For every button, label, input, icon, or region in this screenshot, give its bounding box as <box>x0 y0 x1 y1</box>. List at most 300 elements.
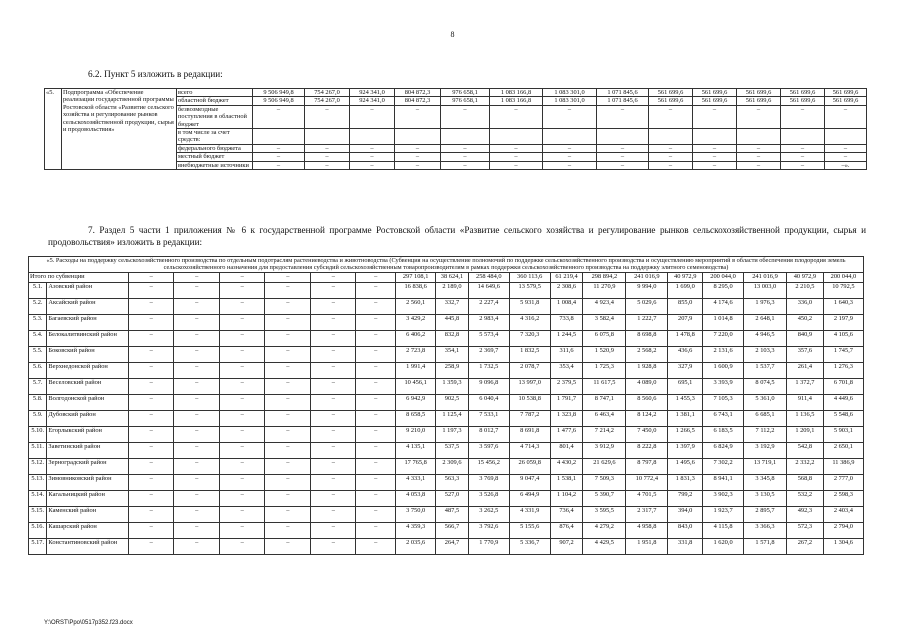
amount-value: 1 976,3 <box>744 298 787 314</box>
funding-value: – <box>350 144 395 152</box>
amount-value: 563,3 <box>436 474 469 490</box>
amount-value: 7 787,2 <box>509 410 550 426</box>
funding-value: – <box>350 153 395 161</box>
row-number: 5.9. <box>29 410 47 426</box>
funding-value: – <box>825 144 867 152</box>
amount-value: 3 262,5 <box>468 506 509 522</box>
funding-value: – <box>649 153 693 161</box>
amount-value: 6 494,9 <box>509 490 550 506</box>
empty-value: – <box>356 490 396 506</box>
amount-value: 527,0 <box>436 490 469 506</box>
empty-value: – <box>311 346 356 362</box>
amount-value: 8 222,8 <box>626 442 668 458</box>
amount-value: 13 003,0 <box>744 282 787 298</box>
amount-value: 6 406,2 <box>396 330 436 346</box>
row-number: 5.8. <box>29 394 47 410</box>
empty-value: – <box>129 362 174 378</box>
amount-value: 6 824,9 <box>703 442 744 458</box>
district-name: Зимовниковский район <box>47 474 129 490</box>
amount-value: 5 903,1 <box>823 426 863 442</box>
amount-value: 267,2 <box>786 538 823 554</box>
empty-value: – <box>311 394 356 410</box>
empty-value: – <box>129 394 174 410</box>
table-row <box>29 458 864 474</box>
funding-value: – <box>395 144 441 152</box>
empty-value: – <box>356 442 396 458</box>
amount-value: 264,7 <box>436 538 469 554</box>
amount-value: 9 210,0 <box>396 426 436 442</box>
empty-value: – <box>220 506 265 522</box>
amount-value: 4 429,5 <box>583 538 626 554</box>
funding-value <box>737 129 781 145</box>
amount-value: 2 308,6 <box>550 282 583 298</box>
amount-value: 2 197,9 <box>823 314 863 330</box>
empty-value: – <box>174 346 220 362</box>
amount-value: 2 078,7 <box>509 362 550 378</box>
table-header-row <box>29 257 864 273</box>
file-path-footer: Y:\ORST\Ppo\0517p352.f23.docx <box>44 620 133 626</box>
empty-value: – <box>311 522 356 538</box>
table-row <box>29 426 864 442</box>
empty-value: – <box>356 314 396 330</box>
amount-value: 1 381,1 <box>668 410 703 426</box>
amount-value: 2 650,1 <box>823 442 863 458</box>
funding-value <box>781 129 825 145</box>
empty-value: – <box>265 410 311 426</box>
funding-value: 561 699,6 <box>649 97 693 105</box>
amount-value: 876,4 <box>550 522 583 538</box>
table-row <box>29 282 864 298</box>
amount-value: 6 075,8 <box>583 330 626 346</box>
funding-source-label: в том числе за счет средств: <box>177 129 253 145</box>
empty-value: – <box>311 410 356 426</box>
funding-value: – <box>597 161 649 169</box>
district-name: Зерноградский район <box>47 458 129 474</box>
amount-value: 840,9 <box>786 330 823 346</box>
amount-value: 2 103,3 <box>744 346 787 362</box>
amount-value: 799,2 <box>668 490 703 506</box>
funding-value: – <box>543 161 597 169</box>
empty-value: – <box>220 490 265 506</box>
amount-value: 1 537,7 <box>744 362 787 378</box>
amount-value: 907,2 <box>550 538 583 554</box>
amount-value: 1 732,5 <box>468 362 509 378</box>
amount-value: 7 302,2 <box>703 458 744 474</box>
empty-value: – <box>311 490 356 506</box>
empty-value: – <box>265 506 311 522</box>
funding-value: 1 083 166,8 <box>490 97 543 105</box>
empty-value: – <box>265 522 311 538</box>
funding-value: – <box>490 153 543 161</box>
empty-value: – <box>265 282 311 298</box>
row-number: 5.3. <box>29 314 47 330</box>
amount-value: 10 456,1 <box>396 378 436 394</box>
amount-value: 1 222,7 <box>626 314 668 330</box>
amount-value: 10 792,5 <box>823 282 863 298</box>
funding-value: – <box>490 144 543 152</box>
amount-value: 26 059,8 <box>509 458 550 474</box>
amount-value: 2 794,0 <box>823 522 863 538</box>
funding-value: 924 341,0 <box>350 89 395 97</box>
amount-value: 2 332,2 <box>786 458 823 474</box>
row-number: 5.10. <box>29 426 47 442</box>
amount-value: 1 477,6 <box>550 426 583 442</box>
amount-value: 572,3 <box>786 522 823 538</box>
amount-value: 3 393,9 <box>703 378 744 394</box>
row-number: 5.2. <box>29 298 47 314</box>
amount-value: 2 379,5 <box>550 378 583 394</box>
amount-value: 353,4 <box>550 362 583 378</box>
amount-value: 6 183,5 <box>703 426 744 442</box>
amount-value: 2 035,6 <box>396 538 436 554</box>
funding-value: 561 699,6 <box>825 97 867 105</box>
empty-value: – <box>220 442 265 458</box>
funding-value: – <box>781 105 825 128</box>
amount-value: 2 309,6 <box>436 458 469 474</box>
funding-value: – <box>543 105 597 128</box>
funding-value: – <box>693 105 737 128</box>
empty-value: – <box>174 538 220 554</box>
funding-value: – <box>649 161 693 169</box>
amount-value: 11 270,9 <box>583 282 626 298</box>
funding-value: 561 699,6 <box>781 89 825 97</box>
amount-value: 1 014,8 <box>703 314 744 330</box>
amount-value: 1 197,3 <box>436 426 469 442</box>
empty-value: – <box>356 378 396 394</box>
amount-value: 336,0 <box>786 298 823 314</box>
district-name: Веселовский район <box>47 378 129 394</box>
amount-value: 21 629,6 <box>583 458 626 474</box>
amount-value: 733,8 <box>550 314 583 330</box>
funding-value: – <box>781 144 825 152</box>
amount-value: 568,8 <box>786 474 823 490</box>
amount-value: 9 096,8 <box>468 378 509 394</box>
amount-value: 1 928,8 <box>626 362 668 378</box>
table-row <box>29 362 864 378</box>
amount-value: 1 620,0 <box>703 538 744 554</box>
empty-value: – <box>129 522 174 538</box>
empty-value: – <box>356 272 396 282</box>
empty-value: – <box>311 282 356 298</box>
funding-value: – <box>441 153 490 161</box>
amount-value: 6 743,1 <box>703 410 744 426</box>
funding-value: – <box>737 144 781 152</box>
funding-value: – <box>649 105 693 128</box>
funding-value: – <box>253 153 305 161</box>
total-row <box>29 272 864 282</box>
amount-value: 4 958,8 <box>626 522 668 538</box>
empty-value: – <box>356 362 396 378</box>
row-number: 5.7. <box>29 378 47 394</box>
amount-value: 3 130,5 <box>744 490 787 506</box>
amount-value: 327,9 <box>668 362 703 378</box>
funding-value: – <box>597 153 649 161</box>
amount-value: 855,0 <box>668 298 703 314</box>
amount-value: 5 336,7 <box>509 538 550 554</box>
empty-value: – <box>265 394 311 410</box>
empty-value: – <box>174 458 220 474</box>
funding-value <box>543 129 597 145</box>
amount-value: 15 456,2 <box>468 458 509 474</box>
table-row <box>29 330 864 346</box>
empty-value: – <box>174 506 220 522</box>
amount-value: 2 189,0 <box>436 282 469 298</box>
empty-value: – <box>356 538 396 554</box>
amount-value: 61 219,4 <box>550 272 583 282</box>
amount-value: 1 136,5 <box>786 410 823 426</box>
amount-value: 14 649,6 <box>468 282 509 298</box>
empty-value: – <box>356 330 396 346</box>
empty-value: – <box>220 426 265 442</box>
amount-value: 7 214,2 <box>583 426 626 442</box>
funding-value: 561 699,6 <box>737 97 781 105</box>
amount-value: 492,3 <box>786 506 823 522</box>
amount-value: 3 345,8 <box>744 474 787 490</box>
amount-value: 2 317,7 <box>626 506 668 522</box>
amount-value: 7 220,0 <box>703 330 744 346</box>
amount-value: 7 450,0 <box>626 426 668 442</box>
subprogram-funding-table <box>44 88 867 170</box>
amount-value: 7 105,3 <box>703 394 744 410</box>
amount-value: 9 994,0 <box>626 282 668 298</box>
empty-value: – <box>311 314 356 330</box>
empty-value: – <box>174 426 220 442</box>
funding-value: – <box>781 161 825 169</box>
district-name: Кашарский район <box>47 522 129 538</box>
funding-value: – <box>825 153 867 161</box>
empty-value: – <box>356 298 396 314</box>
amount-value: 5 573,4 <box>468 330 509 346</box>
funding-value <box>649 129 693 145</box>
district-name: Константиновский район <box>47 538 129 554</box>
empty-value: – <box>129 346 174 362</box>
amount-value: 3 595,5 <box>583 506 626 522</box>
empty-value: – <box>265 378 311 394</box>
funding-value: 976 658,1 <box>441 89 490 97</box>
table-row <box>29 298 864 314</box>
funding-value: –». <box>825 161 867 169</box>
amount-value: 2 895,7 <box>744 506 787 522</box>
empty-value: – <box>220 362 265 378</box>
amount-value: 4 331,9 <box>509 506 550 522</box>
funding-source-label: всего <box>177 89 253 97</box>
amount-value: 1 832,5 <box>509 346 550 362</box>
funding-value <box>395 129 441 145</box>
district-name: Дубовский район <box>47 410 129 426</box>
amount-value: 4 701,5 <box>626 490 668 506</box>
funding-value: 9 506 949,8 <box>253 97 305 105</box>
empty-value: – <box>174 330 220 346</box>
funding-source-label: областной бюджет <box>177 97 253 105</box>
amount-value: 258,9 <box>436 362 469 378</box>
empty-value: – <box>129 442 174 458</box>
funding-value: 754 267,0 <box>305 89 350 97</box>
empty-value: – <box>265 458 311 474</box>
table-row <box>29 522 864 538</box>
amount-value: 3 582,4 <box>583 314 626 330</box>
amount-value: 1 831,3 <box>668 474 703 490</box>
amount-value: 241 016,9 <box>626 272 668 282</box>
empty-value: – <box>174 282 220 298</box>
amount-value: 5 390,7 <box>583 490 626 506</box>
funding-value: 804 872,3 <box>395 89 441 97</box>
table-row <box>29 394 864 410</box>
empty-value: – <box>129 490 174 506</box>
funding-value: – <box>693 144 737 152</box>
funding-value: 1 083 166,8 <box>490 89 543 97</box>
funding-value: 561 699,6 <box>781 97 825 105</box>
amount-value: 1 276,3 <box>823 362 863 378</box>
funding-source-label: местный бюджет <box>177 153 253 161</box>
amount-value: 2 369,7 <box>468 346 509 362</box>
amount-value: 537,5 <box>436 442 469 458</box>
empty-value: – <box>356 426 396 442</box>
amount-value: 1 923,7 <box>703 506 744 522</box>
amount-value: 5 029,6 <box>626 298 668 314</box>
amount-value: 1 359,3 <box>436 378 469 394</box>
amount-value: 6 685,1 <box>744 410 787 426</box>
table-row <box>29 314 864 330</box>
district-name: Азовский район <box>47 282 129 298</box>
amount-value: 542,8 <box>786 442 823 458</box>
empty-value: – <box>311 506 356 522</box>
empty-value: – <box>129 378 174 394</box>
amount-value: 11 617,5 <box>583 378 626 394</box>
amount-value: 4 359,3 <box>396 522 436 538</box>
amount-value: 832,8 <box>436 330 469 346</box>
empty-value: – <box>174 490 220 506</box>
empty-value: – <box>129 506 174 522</box>
funding-value: – <box>395 161 441 169</box>
empty-value: – <box>129 538 174 554</box>
amount-value: 261,4 <box>786 362 823 378</box>
empty-value: – <box>265 298 311 314</box>
empty-value: – <box>174 410 220 426</box>
funding-value: – <box>543 153 597 161</box>
amount-value: 200 044,0 <box>703 272 744 282</box>
amount-value: 4 946,5 <box>744 330 787 346</box>
funding-value: – <box>395 105 441 128</box>
total-label: Итого по субвенции <box>29 272 129 282</box>
amount-value: 298 894,2 <box>583 272 626 282</box>
amount-value: 394,0 <box>668 506 703 522</box>
funding-value: – <box>350 161 395 169</box>
district-name: Волгодонской район <box>47 394 129 410</box>
amount-value: 1 745,7 <box>823 346 863 362</box>
funding-value: – <box>693 161 737 169</box>
funding-value: – <box>253 105 305 128</box>
empty-value: – <box>311 378 356 394</box>
empty-value: – <box>129 410 174 426</box>
empty-value: – <box>311 362 356 378</box>
amount-value: 4 430,2 <box>550 458 583 474</box>
district-name: Каменский район <box>47 506 129 522</box>
empty-value: – <box>311 442 356 458</box>
amount-value: 8 698,8 <box>626 330 668 346</box>
subprogram-name: Подпрограмма «Обеспечение реализации государственной программы Ростовской области «Развитие сельского хозяйства и регулирование рынков сельскохозяйственной продукции, сырья и продовольствия» <box>62 89 177 170</box>
empty-value: – <box>129 474 174 490</box>
row-number: 5.17. <box>29 538 47 554</box>
amount-value: 8 124,2 <box>626 410 668 426</box>
amount-value: 10 538,8 <box>509 394 550 410</box>
row-number: 5.16. <box>29 522 47 538</box>
empty-value: – <box>311 474 356 490</box>
funding-value: 804 872,3 <box>395 97 441 105</box>
amount-value: 2 983,4 <box>468 314 509 330</box>
amount-value: 2 777,0 <box>823 474 863 490</box>
amount-value: 4 923,4 <box>583 298 626 314</box>
empty-value: – <box>174 474 220 490</box>
amount-value: 4 279,2 <box>583 522 626 538</box>
funding-value: – <box>597 105 649 128</box>
amount-value: 5 155,6 <box>509 522 550 538</box>
funding-value: – <box>543 144 597 152</box>
funding-value: – <box>253 161 305 169</box>
amount-value: 7 320,3 <box>509 330 550 346</box>
funding-value <box>693 129 737 145</box>
amount-value: 1 520,9 <box>583 346 626 362</box>
amount-value: 297 108,1 <box>396 272 436 282</box>
amount-value: 4 714,3 <box>509 442 550 458</box>
amount-value: 7 533,1 <box>468 410 509 426</box>
amount-value: 1 266,5 <box>668 426 703 442</box>
funding-value: – <box>737 153 781 161</box>
amount-value: 311,6 <box>550 346 583 362</box>
empty-value: – <box>265 272 311 282</box>
empty-value: – <box>174 314 220 330</box>
amount-value: 3 429,2 <box>396 314 436 330</box>
funding-value: – <box>305 153 350 161</box>
amount-value: 1 304,6 <box>823 538 863 554</box>
funding-value: – <box>737 105 781 128</box>
amount-value: 1 600,9 <box>703 362 744 378</box>
amount-value: 2 568,2 <box>626 346 668 362</box>
amount-value: 3 912,9 <box>583 442 626 458</box>
funding-value: 9 506 949,8 <box>253 89 305 97</box>
funding-value: 561 699,6 <box>737 89 781 97</box>
amount-value: 7 112,2 <box>744 426 787 442</box>
funding-value: – <box>305 144 350 152</box>
row-number: 5.14. <box>29 490 47 506</box>
funding-value: – <box>649 144 693 152</box>
amount-value: 1 323,8 <box>550 410 583 426</box>
empty-value: – <box>265 426 311 442</box>
table-row <box>29 346 864 362</box>
amount-value: 6 701,8 <box>823 378 863 394</box>
funding-value: – <box>441 105 490 128</box>
empty-value: – <box>174 442 220 458</box>
empty-value: – <box>311 458 356 474</box>
empty-value: – <box>265 346 311 362</box>
amount-value: 3 366,3 <box>744 522 787 538</box>
amount-value: 10 772,4 <box>626 474 668 490</box>
funding-value: 754 267,0 <box>305 97 350 105</box>
amount-value: 3 526,8 <box>468 490 509 506</box>
funding-value: – <box>737 161 781 169</box>
row-number: 5.6. <box>29 362 47 378</box>
funding-source-label: безвозмездные поступления в областной бюджет <box>177 105 253 128</box>
funding-value <box>305 129 350 145</box>
funding-value <box>597 129 649 145</box>
amount-value: 1 495,6 <box>668 458 703 474</box>
funding-value: – <box>253 144 305 152</box>
amount-value: 3 902,3 <box>703 490 744 506</box>
amount-value: 2 210,5 <box>786 282 823 298</box>
district-name: Багаевский район <box>47 314 129 330</box>
funding-value <box>253 129 305 145</box>
empty-value: – <box>265 538 311 554</box>
empty-value: – <box>311 272 356 282</box>
